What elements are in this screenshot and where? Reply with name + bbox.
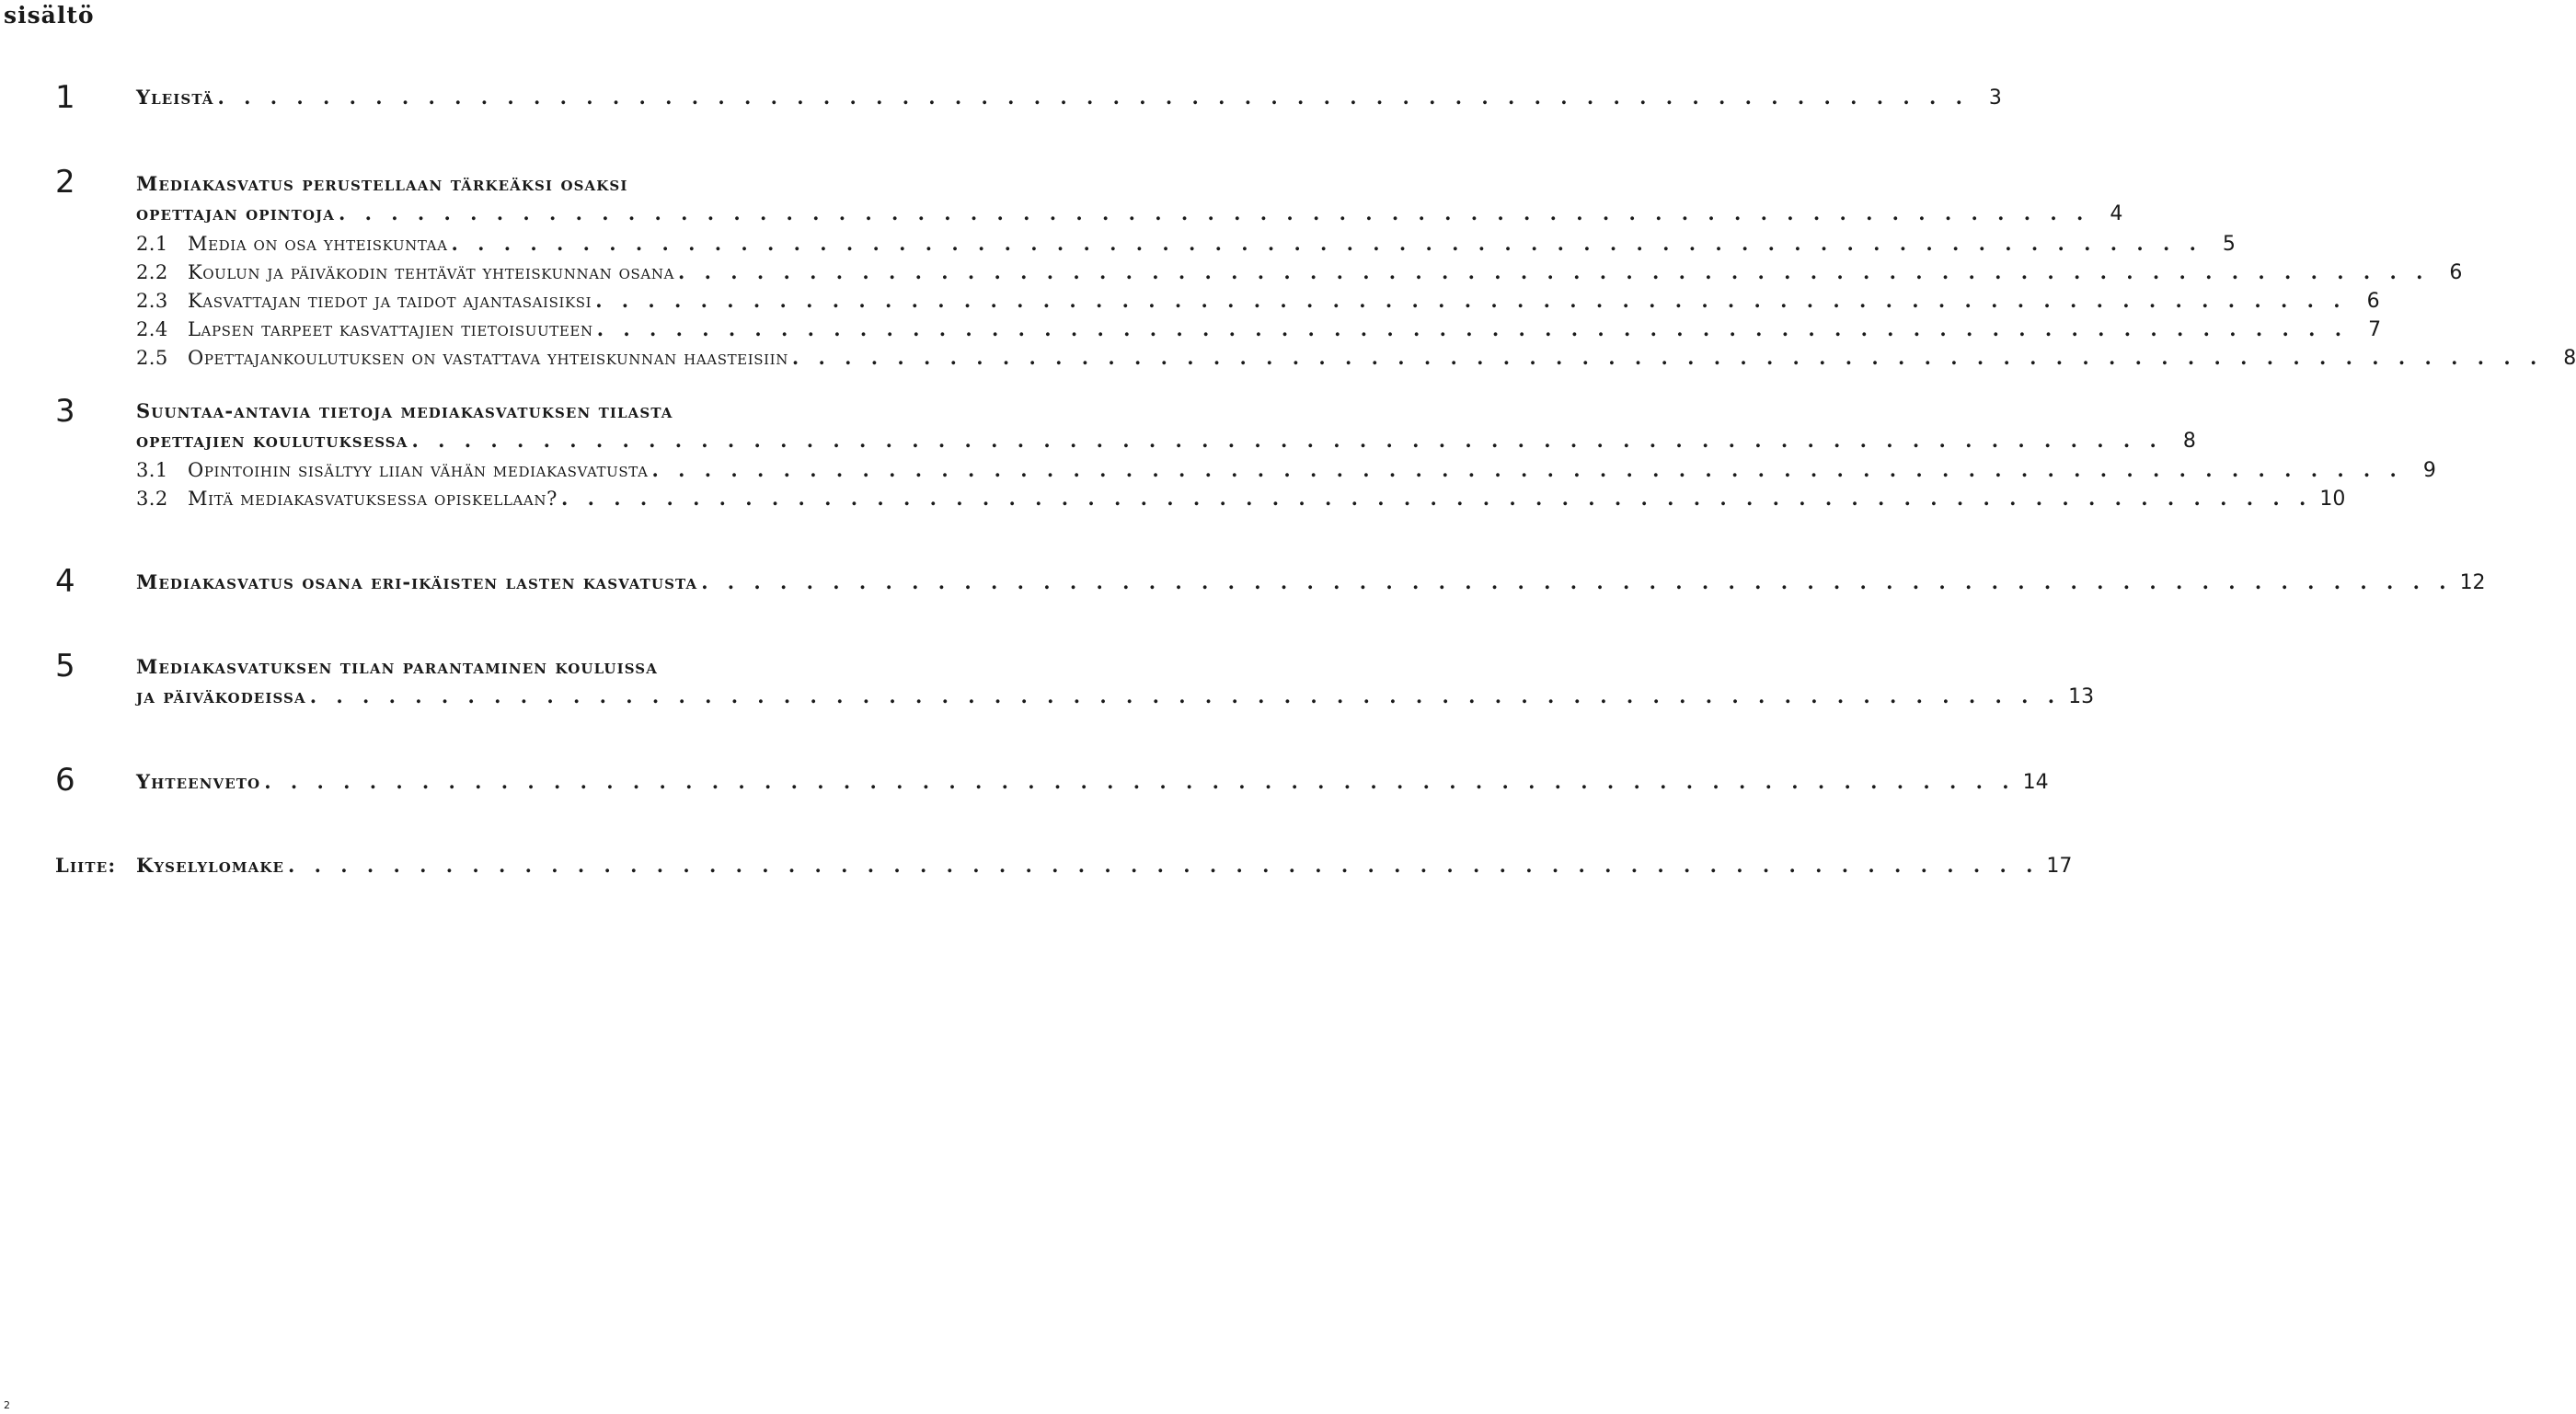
dot-leader: . . . . . . . . . . . . . . . . . . . . . . . . . . . . . . . . . . . . . . . . . . . . . . . . . . . . . . . . . . . . . . . . . . . bbox=[264, 770, 2016, 793]
toc-page-number: 4 bbox=[2110, 202, 2123, 225]
dot-leader: . . . . . . . . . . . . . . . . . . . . . . . . . . . . . . . . . . . . . . . . . . . . . . . . . . . . . . . . . . . . . . . . . . . bbox=[560, 487, 2313, 510]
toc-subentry-title: Opettajankoulutuksen on vastattava yhteiskunnan haasteisiin bbox=[188, 347, 788, 369]
toc-entry[interactable] bbox=[136, 854, 2073, 881]
footer-page-number: 2 bbox=[4, 1399, 10, 1411]
toc-subentry-title: Opintoihin sisältyy liian vähän mediakasvatusta bbox=[188, 459, 649, 481]
dot-leader: . . . . . . . . . . . . . . . . . . . . . . . . . . . . . . . . . . . . . . . . . . . . . . . . . . . . . . . . . . . . . . . . . . . bbox=[309, 684, 2062, 707]
dot-leader: . . . . . . . . . . . . . . . . . . . . . . . . . . . . . . . . . . . . . . . . . . . . . . . . . . . . . . . . . . . . . . . . . . . bbox=[595, 289, 2347, 312]
chapter-number: 3 bbox=[55, 393, 75, 430]
toc-entry-title: opettajan opintoja bbox=[136, 201, 335, 224]
toc-entry-title: opettajien koulutuksessa bbox=[136, 429, 408, 452]
toc-subentry-number: 2.3 bbox=[136, 290, 168, 312]
toc-entry[interactable] bbox=[136, 570, 2486, 598]
toc-subentry-number: 3.2 bbox=[136, 488, 168, 510]
dot-leader: . . . . . . . . . . . . . . . . . . . . . . . . . . . . . . . . . . . . . . . . . . . . . . . . . . . . . . . . . . . . . . . . . . . bbox=[411, 429, 2163, 452]
toc-entry-title: Suuntaa-antavia tietoja mediakasvatuksen tilasta bbox=[136, 399, 673, 422]
toc-entry-title: Yleistä bbox=[136, 86, 214, 109]
toc-page-number: 6 bbox=[2366, 290, 2380, 313]
chapter-number: 5 bbox=[55, 648, 75, 684]
dot-leader: . . . . . . . . . . . . . . . . . . . . . . . . . . . . . . . . . . . . . . . . . . . . . . . . . . . . . . . . . . . . . . . . . . . bbox=[701, 570, 2453, 593]
chapter-number: 1 bbox=[55, 79, 75, 116]
toc-subentry-title: Lapsen tarpeet kasvattajien tietoisuuteen bbox=[188, 318, 593, 340]
dot-leader: . . . . . . . . . . . . . . . . . . . . . . . . . . . . . . . . . . . . . . . . . . . . . . . . . . . . . . . . . . . . . . . . . . . bbox=[451, 232, 2202, 255]
toc-entry[interactable] bbox=[136, 770, 2049, 798]
toc-entry[interactable] bbox=[136, 201, 2123, 229]
appendix-label: Liite: bbox=[55, 854, 117, 877]
toc-page-number: 9 bbox=[2422, 459, 2436, 482]
toc-subentry-title: Koulun ja päiväkodin tehtävät yhteiskunnan osana bbox=[188, 261, 675, 283]
chapter-number: 2 bbox=[55, 164, 75, 201]
toc-entry-title: Mediakasvatus osana eri-ikäisten lasten kasvatusta bbox=[136, 570, 698, 593]
toc-entry[interactable] bbox=[136, 684, 2095, 712]
toc-entry[interactable] bbox=[136, 86, 2002, 113]
dot-leader: . . . . . . . . . . . . . . . . . . . . . . . . . . . . . . . . . . . . . . . . . . . . . . . . . . . . . . . . . . . . . . . . . . . bbox=[217, 86, 1969, 109]
toc-page-number: 12 bbox=[2459, 571, 2486, 594]
toc-subentry-number: 2.1 bbox=[136, 233, 168, 255]
toc-subentry[interactable] bbox=[136, 232, 2236, 259]
toc-entry-title: ja päiväkodeissa bbox=[136, 684, 306, 707]
toc-page-number: 17 bbox=[2046, 855, 2073, 878]
toc-subentry[interactable] bbox=[136, 458, 2436, 486]
chapter-number: 6 bbox=[55, 762, 75, 799]
toc-subentry-number: 3.1 bbox=[136, 459, 168, 481]
dot-leader: . . . . . . . . . . . . . . . . . . . . . . . . . . . . . . . . . . . . . . . . . . . . . . . . . . . . . . . . . . . . . . . . . . . bbox=[651, 458, 2403, 481]
toc-subentry[interactable] bbox=[136, 346, 2576, 374]
dot-leader: . . . . . . . . . . . . . . . . . . . . . . . . . . . . . . . . . . . . . . . . . . . . . . . . . . . . . . . . . . . . . . . . . . . bbox=[791, 346, 2544, 369]
dot-leader: . . . . . . . . . . . . . . . . . . . . . . . . . . . . . . . . . . . . . . . . . . . . . . . . . . . . . . . . . . . . . . . . . . . bbox=[678, 260, 2430, 283]
toc-entry-title: Kyselylomake bbox=[136, 854, 285, 877]
toc-subentry[interactable] bbox=[136, 487, 2346, 514]
toc-subentry-number: 2.5 bbox=[136, 347, 168, 369]
dot-leader: . . . . . . . . . . . . . . . . . . . . . . . . . . . . . . . . . . . . . . . . . . . . . . . . . . . . . . . . . . . . . . . . . . . bbox=[288, 854, 2040, 877]
toc-page-number: 8 bbox=[2182, 430, 2196, 453]
toc-subentry-title: Kasvattajan tiedot ja taidot ajantasaisiksi bbox=[188, 290, 592, 312]
toc-subentry-number: 2.2 bbox=[136, 261, 168, 283]
toc-entry-line1[interactable] bbox=[136, 399, 883, 427]
toc-entry-title: Mediakasvatuksen tilan parantaminen kouluissa bbox=[136, 655, 658, 678]
toc-subentry[interactable] bbox=[136, 317, 2382, 345]
toc-entry[interactable] bbox=[136, 429, 2196, 456]
toc-page-number: 8 bbox=[2563, 347, 2576, 370]
toc-subentry[interactable] bbox=[136, 260, 2463, 288]
toc-page-number: 14 bbox=[2022, 771, 2049, 794]
toc-subentry-number: 2.4 bbox=[136, 318, 168, 340]
toc-page-number: 6 bbox=[2449, 261, 2463, 284]
toc-page-number: 3 bbox=[1988, 86, 2002, 109]
chapter-number: 4 bbox=[55, 563, 75, 600]
toc-page-number: 7 bbox=[2368, 318, 2382, 341]
page-title: sisältö bbox=[4, 2, 95, 29]
toc-page-number: 5 bbox=[2222, 233, 2236, 256]
toc-subentry-title: Mitä mediakasvatuksessa opiskellaan? bbox=[188, 488, 558, 510]
toc-page-number: 10 bbox=[2319, 488, 2346, 511]
toc-subentry[interactable] bbox=[136, 289, 2380, 316]
toc-entry-title: Yhteenveto bbox=[136, 770, 261, 793]
toc-page-number: 13 bbox=[2068, 685, 2095, 708]
toc-entry-line1[interactable] bbox=[136, 655, 883, 683]
toc-subentry-title: Media on osa yhteiskuntaa bbox=[188, 233, 448, 255]
toc-entry-line1[interactable] bbox=[136, 172, 883, 200]
toc-entry-title: Mediakasvatus perustellaan tärkeäksi osaksi bbox=[136, 172, 628, 195]
dot-leader: . . . . . . . . . . . . . . . . . . . . . . . . . . . . . . . . . . . . . . . . . . . . . . . . . . . . . . . . . . . . . . . . . . . bbox=[596, 317, 2349, 340]
dot-leader: . . . . . . . . . . . . . . . . . . . . . . . . . . . . . . . . . . . . . . . . . . . . . . . . . . . . . . . . . . . . . . . . . . . bbox=[338, 201, 2090, 224]
